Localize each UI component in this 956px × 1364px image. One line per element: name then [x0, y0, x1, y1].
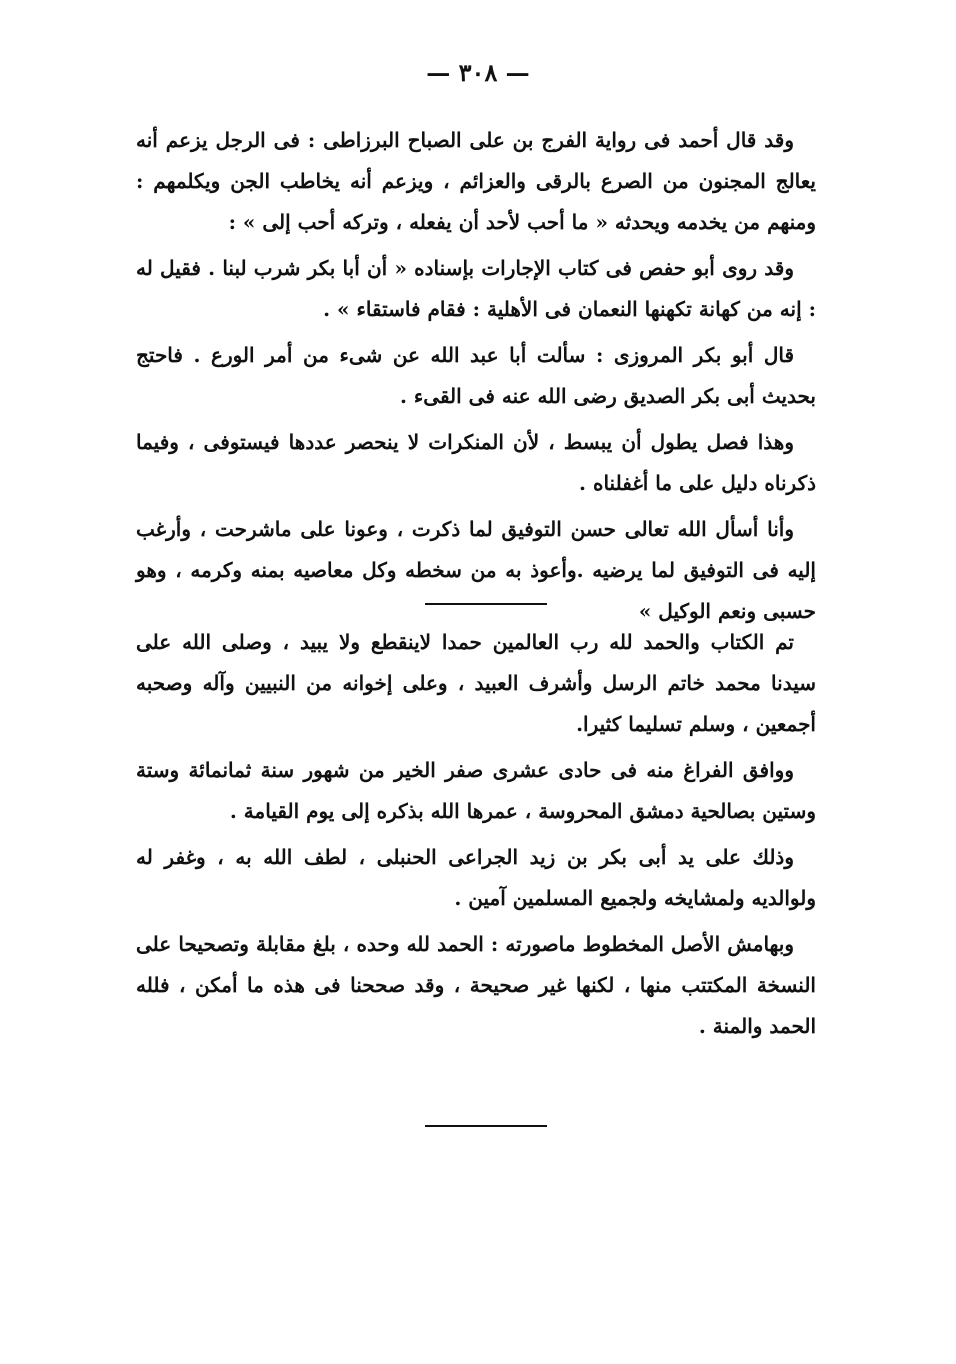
section-divider: [425, 603, 547, 605]
paragraph: وذلك على يد أبى بكر بن زيد الجراعى الحنبلى ، لطف الله به ، وغفر له ولوالديه ولمشايخه ولجميع المسلمين آمين .: [136, 845, 816, 910]
end-divider: [425, 1125, 547, 1127]
paragraph: قال أبو بكر المروزى : سألت أبا عبد الله عن شىء من أمر الورع . فاحتج بحديث أبى بكر الصديق رضى الله عنه فى القىء .: [136, 343, 816, 408]
page-number: — ٣٠٨ —: [426, 58, 530, 87]
paragraph: وهذا فصل يطول أن يبسط ، لأن المنكرات لا ينحصر عددها فيستوفى ، وفيما ذكرناه دليل على ما أغفلناه .: [136, 430, 816, 495]
paragraph: وأنا أسأل الله تعالى حسن التوفيق لما ذكرت ، وعونا على ماشرحت ، وأرغب إليه فى التوفيق لما يرضيه .وأعوذ به من سخطه وكل معاصيه بمنه وكرمه ، وهو حسبى ونعم الوكيل »: [136, 517, 816, 623]
paragraph: وقد قال أحمد فى رواية الفرج بن على الصباح البرزاطى : فى الرجل يزعم أنه يعالج المجنون من الصرع بالرقى والعزائم ، ويزعم أنه يخاطب الجن ويكلمهم : ومنهم من يخدمه ويحدثه « ما أحب لأحد أن يفعله ، وتركه أحب إلى » :: [136, 128, 816, 234]
main-text: [136, 120, 816, 637]
colophon-text: [136, 622, 816, 1052]
paragraph: وقد روى أبو حفص فى كتاب الإجارات بإسناده « أن أبا بكر شرب لبنا . فقيل له : إنه من كهانة تكهنها النعمان فى الأهلية : فقام فاستقاء » .: [136, 256, 816, 321]
paragraph: ووافق الفراغ منه فى حادى عشرى صفر الخير من شهور سنة ثمانمائة وستة وستين بصالحية دمشق المحروسة ، عمرها الله بذكره إلى يوم القيامة .: [136, 758, 816, 823]
paragraph: تم الكتاب والحمد لله رب العالمين حمدا لاينقطع ولا يبيد ، وصلى الله على سيدنا محمد خاتم الرسل وأشرف العبيد ، وعلى إخوانه من النبيين وآله وصحبه أجمعين ، وسلم تسليما كثيرا.: [136, 630, 816, 736]
paragraph: وبهامش الأصل المخطوط ماصورته : الحمد لله وحده ، بلغ مقابلة وتصحيحا على النسخة المكتتب منها ، لكنها غير صحيحة ، وقد صححنا فى هذه ما أمكن ، فلله الحمد والمنة .: [136, 932, 816, 1038]
